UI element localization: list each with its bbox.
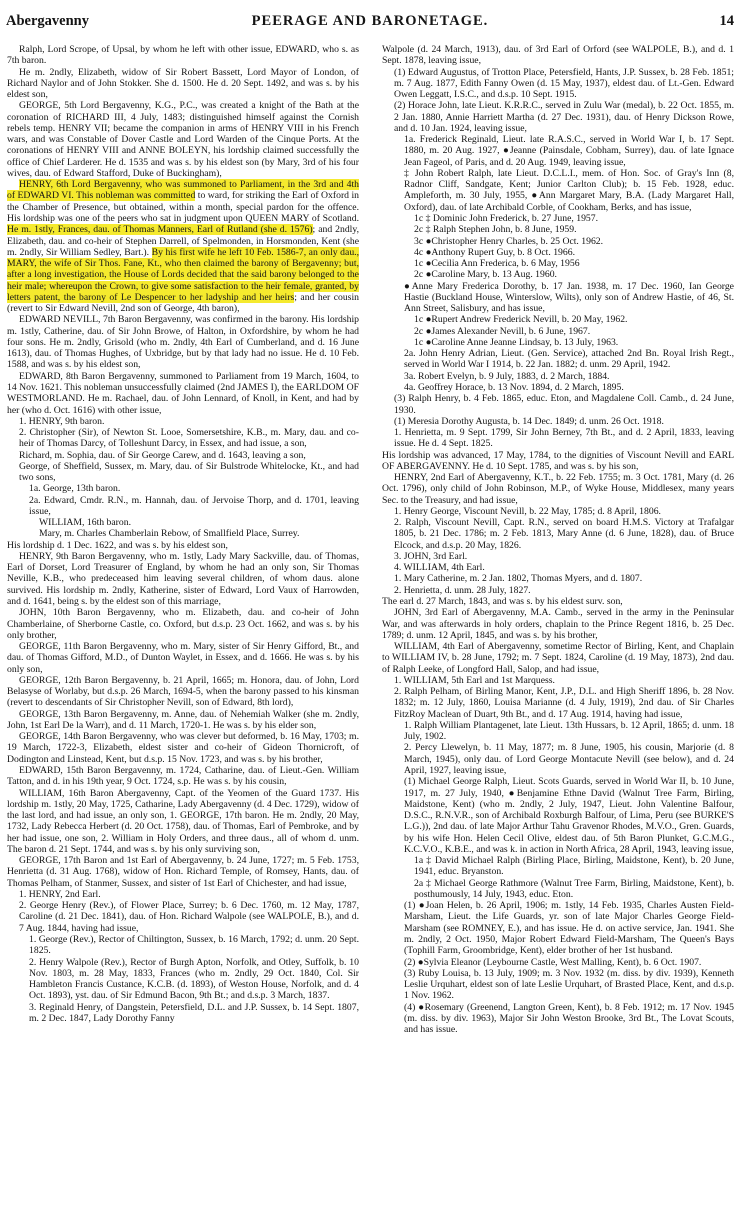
entry-paragraph: GEORGE, 11th Baron Bergavenny, who m. Mary, sister of Sir Henry Gifford, Bt., and dau. of Thomas Gifford, M.D., of Dunton Waylet, in Essex, and d. 1666. He was s. by his only son, — [7, 641, 359, 675]
entry-paragraph: HENRY, 6th Lord Bergavenny, who was summoned to Parliament, in the 3rd and 4th of EDWARD VI. This nobleman was committed to ward, for striking the Earl of Oxford in the Chamber of Presence, but obtained, within a month, special pardon for the offence. His lordship was one of the peers who sat in judgment upon QUEEN MARY of Scotland. He m. 1stly, Frances, dau. of Thomas Manners, Earl of Rutland (she d. 1576); and 2ndly, Elizabeth, dau. and co-heir of Stephen Darrell, of Spelmonden, in Horsmonden, Kent (she m. 2ndly, Sir William Sedley, Bart.). By his first wife he left 10 Feb. 1586-7, an only dau., MARY, the wife of Sir Thos. Fane, Kt., who then claimed the barony of Bergavenny; but, after a long investigation, the House of Lords decided that the said barony belonged to the heir male; whereupon the Crown, to give some satisfaction to the heir female, granted, by letters patent, the barony of Le Despencer to her ladyship and her heirs; and her cousin (revert to Sir Edward Nevill, 2nd son of George, 4th baron), — [7, 179, 360, 315]
entry-paragraph: (4) ●Rosemary (Greenend, Langton Green, Kent), b. 8 Feb. 1912; m. 17 Nov. 1945 (m. diss. by div. 1963), Major Sir John Weston Brooke, 3rd Bt., The Lovat Scouts, and has issue. — [404, 1001, 734, 1036]
entry-paragraph: (2) ●Sylvia Eleanor (Leybourne Castle, West Malling, Kent), b. 6 Oct. 1907. — [404, 956, 702, 968]
entry-paragraph: EDWARD, 8th Baron Bergavenny, summoned to Parliament from 19 March, 1604, to 14 Nov. 1621. This nobleman unsuccessfully claimed (2nd JAMES I), the EARLDOM OF WESTMORLAND. He m. Rachael, dau. of John Lennard, of Knoll, in Kent, and had by her (who d. Oct. 1616) with other issue, — [7, 370, 359, 416]
entry-paragraph: 4a. Geoffrey Horace, b. 13 Nov. 1894, d. 2 March, 1895. — [404, 381, 624, 393]
entry-paragraph: 1. Henrietta, m. 9 Sept. 1799, Sir John Berney, 7th Bt., and d. 2 April, 1833, leaving issue. He d. 4 Sept. 1825. — [394, 427, 734, 450]
entry-paragraph: 2. George Henry (Rev.), of Flower Place, Surrey; b. 6 Dec. 1760, m. 12 May, 1787, Caroline (d. 21 Dec. 1841), dau. of Hon. Richard Walpole (see WALPOLE, B.), and d. 7 Aug. 1844, having had issue, — [19, 900, 359, 934]
left-column — [7, 44, 359, 1024]
entry-paragraph: His lordship was advanced, 17 May, 1784, to the dignities of Viscount Nevill and EARL OF ABERGAVENNY. He d. 10 Sept. 1785, and was s. by his son, — [382, 449, 734, 472]
entry-paragraph: 3a. Robert Evelyn, b. 9 July, 1883, d. 2 March, 1884. — [404, 370, 610, 382]
entry-paragraph: 1c ●Caroline Anne Jeanne Lindsay, b. 13 July, 1963. — [414, 336, 619, 348]
highlighted-text: HENRY, 6th Lord Bergavenny, who was summoned to Parliament, in the 3rd and 4th of EDWARD VI. This nobleman was committed — [7, 179, 359, 202]
highlighted-text: He m. 1stly, Frances, dau. of Thomas Manners, Earl of Rutland (she d. 1576) — [7, 224, 313, 236]
entry-paragraph: The earl d. 27 March, 1843, and was s. by his eldest surv. son, — [382, 596, 623, 608]
entry-paragraph: 1. HENRY, 2nd Earl. — [19, 888, 101, 900]
entry-paragraph: JOHN, 10th Baron Bergavenny, who m. Elizabeth, dau. and co-heir of John Chamberlaine, of Sherborne Castle, co. Oxford, but d.s.p. 23 Oct. 1662, and was s. by his only brother, — [7, 607, 359, 641]
entry-paragraph: 1. Henry George, Viscount Nevill, b. 22 May, 1785; d. 8 April, 1806. — [394, 505, 661, 517]
entry-paragraph: 1. HENRY, 9th baron. — [19, 415, 105, 427]
entry-paragraph: (3) Ruby Louisa, b. 13 July, 1909; m. 3 Nov. 1932 (m. diss. by div. 1939), Kenneth Leslie Urquhart, eldest son of late Leslie Urquhart, of Brasted Place, Kent, and d.s.p. 1 Nov. 1962. — [404, 967, 734, 1002]
header-title-center: PEERAGE AND BARONETAGE. — [251, 13, 489, 29]
entry-paragraph: EDWARD, 15th Baron Bergavenny, m. 1724, Catharine, dau. of Lieut.-Gen. William Tatton, and d. in his 19th year, 9 Oct. 1724, s.p. He was s. by his cousin, — [7, 765, 359, 788]
entry-paragraph: He m. 2ndly, Elizabeth, widow of Sir Robert Bassett, Lord Mayor of London, of Richard Naylor and of John Stokker. She d. 1500. He d. 20 Sept. 1492, and was s. by his eldest son, — [7, 66, 359, 101]
entry-paragraph: Walpole (d. 24 March, 1913), dau. of 3rd Earl of Orford (see WALPOLE, B.), and d. 1 Sept. 1878, leaving issue, — [382, 44, 734, 67]
page-header — [6, 13, 734, 39]
entry-paragraph: Ralph, Lord Scrope, of Upsal, by whom he left with other issue, EDWARD, who s. as 7th baron. — [7, 44, 359, 67]
entry-paragraph: (3) Ralph Henry, b. 4 Feb. 1865, educ. Eton, and Magdalene Coll. Camb., d. 24 June, 1930. — [394, 393, 734, 416]
entry-paragraph: GEORGE, 12th Baron Bergavenny, b. 21 April, 1665; m. Honora, dau. of John, Lord Belasyse of Worlaby, but d.s.p. 26 March, 1694-5, when the barony passed to his kinsman (revert to descendants of Sir Christopher Nevill, son of Edward, 8th lord), — [7, 674, 359, 709]
entry-paragraph: 1a. Frederick Reginald, Lieut. late R.A.S.C., served in World War I, b. 17 Sept. 1880, m. 20 Aug. 1927, ●Jeanne (Painsdale, Cobham, Surrey), dau. of late Ignace Jean Fageol, of Paris, and d. 20 Aug. 1949, leaving issue, — [404, 134, 734, 168]
entry-paragraph: (1) Edward Augustus, of Trotton Place, Petersfield, Hants, J.P. Sussex, b. 28 Feb. 1851; m. 7 Aug. 1877, Edith Fanny Owen (d. 15 May, 1937), eldest dau. of Lt.-Gen. Edward Owen Leggatt, I.S.C., and d.s.p. 10 Sept. 1915. — [394, 66, 734, 101]
entry-paragraph: 1. Mary Catherine, m. 2 Jan. 1802, Thomas Myers, and d. 1807. — [394, 573, 643, 585]
entry-paragraph: GEORGE, 13th Baron Bergavenny, m. Anne, dau. of Nehemiah Walker (she m. 2ndly, John, 1st Earl De la Warr), and d. 11 March, 1720-1. He was s. by his elder son, — [7, 708, 359, 731]
entry-paragraph: (1) Michael George Ralph, Lieut. Scots Guards, served in World War II, b. 10 June, 1917, m. 27 July, 1940, ●Benjamine Ethne David (Walnut Tree Farm, Birling, Maidstone, Kent) (who m. 2ndly, 2 July, 1947, Lieut. John Valentine Balfour, D.S.C., R.N.V.R., son of Archibald Roxburgh Balfour, of Lima, Peru (see BURKE'S L.G.)), 2nd dau. of late Major Arthur Tahu Gravenor Rhodes, M.V.O., Gren. Guards, by his wife Hon. Helen Cecil Olive, eldest dau. of 5th Baron Plunket, G.C.M.G., K.C.V.O., K.B.E., and was k. in action in North Africa, 28 April, 1943, leaving issue, — [404, 776, 734, 855]
entry-paragraph: Richard, m. Sophia, dau. of Sir George Carew, and d. 1643, leaving a son, — [19, 449, 306, 461]
entry-paragraph: (1) ●Joan Helen, b. 26 April, 1906; m. 1stly, 14 Feb. 1935, Charles Austen Field-Marsham, Lieut. the Life Guards, yr. son of late Major Charles George Field-Marsham (see ROMNEY, E.), and has issue. He d. on active service, Jan. 1941. She m. 2ndly, 2 Oct. 1950, Major Robert Edward Field-Marsham, The Queen's Bays (Tophill Farm, Groombridge, Kent), elder brother of her 1st husband. — [404, 900, 734, 957]
entry-paragraph: 2. Percy Llewelyn, b. 11 May, 1877; m. 8 June, 1905, his cousin, Marjorie (d. 8 March, 1945), only dau. of Lord George Montacute Nevill (see below), and d. 24 April, 1927, leaving issue, — [404, 742, 734, 776]
entry-paragraph: 4. WILLIAM, 4th Earl. — [394, 562, 485, 574]
highlighted-text: By his first wife he left 10 Feb. 1586-7, an only dau., MARY, the wife of Sir Thos. Fane, Kt., who then claimed the barony of Bergavenny; but, after a long investigation, the House of Lords decided that the said barony belonged to the heir male; whereupon the Crown, to give some satisfaction to the heir female, granted, by letters patent, the barony of Le Despencer to her ladyship and her heirs — [7, 246, 360, 303]
entry-paragraph: 2a. Edward, Cmdr. R.N., m. Hannah, dau. of Jervoise Thorp, and d. 1701, leaving issue, — [29, 494, 359, 517]
entry-paragraph: GEORGE, 5th Lord Bergavenny, K.G., P.C., was created a knight of the Bath at the coronation of RICHARD III, 4 July, 1483; distinguished himself against the Cornish rebels temp. HENRY VII; became the companion in arms of HENRY VIII in his French wars, and was Constable of Dover Castle and Lord Warden of the Cinque Ports. At the coronations of HENRY VIII and ANNE BOLEYN, his lordship claimed successfully the office of Chief Larderer. He d. 1535 and was s. by his eldest son (by Mary, 3rd of his four wives, dau. of Edward Stafford, Duke of Buckingham), — [7, 100, 359, 179]
entry-paragraph: 1. WILLIAM, 5th Earl and 1st Marquess. — [394, 674, 555, 686]
entry-paragraph: 2a ‡ Michael George Rathmore (Walnut Tree Farm, Birling, Maidstone, Kent), b. posthumously, 14 July, 1943, educ. Eton. — [414, 877, 734, 900]
entry-paragraph: 2c ●James Alexander Nevill, b. 6 June, 1967. — [414, 325, 591, 337]
page-number: 14 — [719, 13, 734, 29]
entry-paragraph: JOHN, 3rd Earl of Abergavenny, M.A. Camb., served in the army in the Peninsular War, and was afterwards in holy orders, chaplain to the Prince Regent 1816, b. 25 Dec. 1789; d. unm. 12 April, 1845, and was s. by his brother, — [382, 607, 734, 641]
entry-paragraph: WILLIAM, 16th baron. — [39, 517, 132, 529]
entry-paragraph: 2. Henry Walpole (Rev.), Rector of Burgh Apton, Norfolk, and Otley, Suffolk, b. 10 Nov. 1803, m. 28 May, 1833, Frances (who m. 2ndly, 29 Oct. 1840, Col. Sir Hambleton Francis Custance, K.C.B. (d. 1893), of Weston House, Norfolk, and d. 4 Oct. 1893), yst. dau. of Sir Edmund Bacon, 9th Bt.; and d.s.p. 3 March, 1837. — [29, 956, 359, 1002]
entry-paragraph: 1. George (Rev.), Rector of Chiltington, Sussex, b. 16 March, 1792; d. unm. 20 Sept. 1825. — [29, 933, 359, 957]
entry-paragraph: GEORGE, 14th Baron Bergavenny, who was clever but deformed, b. 16 May, 1703; m. 19 March, 1722-3, Elizabeth, eldest sister and co-heir of Gideon Thornicroft, of Dodington and Linstead, Kent, but d.s.p. 15 Nov. 1723, and was s. by his brother, — [7, 731, 359, 765]
entry-paragraph: WILLIAM, 16th Baron Abergavenny, Capt. of the Yeomen of the Guard 1737. His lordship m. 1stly, 20 May, 1725, Catharine, Lady Abergavenny (d. 4 Dec. 1729), widow of the last lord, and had issue, an only son, 1. GEORGE, 17th baron. He m. 2ndly, 20 May, 1732, Lady Rebecca Herbert (d. 20 Oct. 1758), dau. of Thomas, Earl of Pembroke, and by her had issue, one son, 2. William in Holy Orders, and three daus., all of whom d. unm. The baron d. 21 Sept. 1744, and was s. by his only surviving son, — [7, 787, 359, 855]
entry-paragraph: 4c ●Anthony Rupert Guy, b. 8 Oct. 1966. — [414, 246, 576, 258]
header-title-left: Abergavenny — [6, 13, 89, 29]
entry-paragraph: 2c ●Caroline Mary, b. 13 Aug. 1960. — [414, 269, 557, 281]
entry-paragraph: GEORGE, 17th Baron and 1st Earl of Abergavenny, b. 24 June, 1727; m. 5 Feb. 1753, Henrietta (d. 31 Aug. 1768), widow of Hon. Richard Temple, of Romsey, Hants, dau. of Thomas Pelham, of Stanmer, Sussex, and sister of 1st Earl of Chichester, and had issue, — [7, 855, 359, 889]
entry-paragraph: 3. Reginald Henry, of Dangstein, Petersfield, D.L. and J.P. Sussex, b. 14 Sept. 1807, m. 2 Dec. 1847, Lady Dorothy Fanny — [29, 1001, 359, 1024]
entry-paragraph: 3. JOHN, 3rd Earl. — [394, 550, 468, 562]
entry-paragraph: 2c ‡ Ralph Stephen John, b. 8 June, 1959. — [414, 224, 577, 236]
entry-paragraph: WILLIAM, 4th Earl of Abergavenny, sometime Rector of Birling, Kent, and Chaplain to WILLIAM IV, b. 28 June, 1792; m. 7 Sept. 1824, Caroline (d. 19 May, 1873), 2nd dau. of Ralph Leeke, of Longford Hall, Salop, and had issue, — [382, 641, 734, 675]
entry-paragraph: HENRY, 9th Baron Bergavenny, who m. 1stly, Lady Mary Sackville, dau. of Thomas, Earl of Dorset, Lord Treasurer of England, by whom he had an only son, Sir Thomas Neville, K.B., who predeceased him leaving several children, of whom daus. alone survived. His lordship m. 2ndly, Katherine, sister of Edward, Lord Vaux of Harrowden, and d. 1641, being s. by the eldest son of this marriage, — [7, 550, 359, 608]
entry-paragraph: 1c ‡ Dominic John Frederick, b. 27 June, 1957. — [414, 212, 599, 224]
right-column — [382, 44, 734, 1035]
entry-paragraph: ●Anne Mary Frederica Dorothy, b. 17 Jan. 1938, m. 17 Dec. 1960, Ian George Hastie (Buckland House, Winterslow, Wilts), only son of Andrew Hastie, of 46, St. Ann Street, Salisbury, and has issue, — [404, 280, 734, 315]
entry-paragraph: 1. Ralph William Plantagenet, late Lieut. 13th Hussars, b. 12 April, 1865; d. unm. 18 July, 1902. — [404, 719, 734, 743]
entry-paragraph: His lordship d. 1 Dec. 1622, and was s. by his eldest son, — [7, 539, 228, 551]
entry-paragraph: 2a. John Henry Adrian, Lieut. (Gen. Service), attached 2nd Bn. Royal Irish Regt., served in World War I 1914, b. 22 Jan. 1882; d. unm. 29 April, 1942. — [404, 348, 734, 371]
entry-paragraph: HENRY, 2nd Earl of Abergavenny, K.T., b. 22 Feb. 1755; m. 3 Oct. 1781, Mary (d. 26 Oct. 1796), only child of John Robinson, M.P., of Wyke House, Middlesex, many years Sec. to the Treasury, and had issue, — [382, 472, 734, 506]
entry-paragraph: Mary, m. Charles Chamberlain Rebow, of Smallfield Place, Surrey. — [39, 528, 300, 540]
entry-paragraph: ‡ John Robert Ralph, late Lieut. D.C.L.I., mem. of Hon. Soc. of Gray's Inn (8, Radnor Cliff, Sandgate, Kent; Junior Carlton Club); b. 15 Feb. 1928, educ. Ampleforth, m. 30 July, 1955, ●Ann Margaret Mary, B.A. (Lady Margaret Hall, Oxford), dau. of late Archibald Corble, of Cookham, Berks, and has issue, — [404, 167, 734, 213]
entry-paragraph: (1) Meresia Dorothy Augusta, b. 14 Dec. 1849; d. unm. 26 Oct. 1918. — [394, 415, 664, 427]
entry-paragraph: 2. Henrietta, d. unm. 28 July, 1827. — [394, 584, 531, 596]
entry-paragraph: 2. Ralph, Viscount Nevill, Capt. R.N., served on board H.M.S. Victory at Trafalgar 1805, b. 21 Dec. 1786; m. 2 Feb. 1813, Mary Anne (d. 6 June, 1828), dau. of Bruce Elcock, and d.s.p. 20 May, 1826. — [394, 517, 734, 551]
entry-paragraph: 2. Christopher (Sir), of Newton St. Looe, Somersetshire, K.B., m. Mary, dau. and co-heir of Thomas Darcy, of Tolleshunt Darcy, in Essex, and had issue, a son, — [19, 427, 359, 450]
entry-paragraph: George, of Sheffield, Sussex, m. Mary, dau. of Sir Bulstrode Whitelocke, Kt., and had two sons, — [19, 460, 359, 484]
entry-paragraph: 1a. George, 13th baron. — [29, 483, 121, 495]
entry-paragraph: 3c ●Christopher Henry Charles, b. 25 Oct. 1962. — [414, 235, 604, 247]
entry-paragraph: (2) Horace John, late Lieut. K.R.R.C., served in Zulu War (medal), b. 22 Oct. 1855, m. 2 Jan. 1880, Annie Harriett Martha (d. 27 Dec. 1931), dau. of Henry Dickson Rowe, and d. 10 Jan. 1924, leaving issue, — [394, 100, 734, 134]
entry-paragraph: 1a ‡ David Michael Ralph (Birling Place, Birling, Maidstone, Kent), b. 20 June, 1941, educ. Bryanston. — [414, 855, 734, 878]
entry-paragraph: EDWARD NEVILL, 7th Baron Bergavenny, was confirmed in the barony. His lordship m. 1stly, Catherine, dau. of Sir John Browe, of Halton, in Oxfordshire, by whom he had four sons. He m. 2ndly, Grisold (who m. 2ndly, 4th Earl of Cumberland, and d. 16 June 1613), dau. of Thomas Hughes, of Uxbridge, but by that lady had no issue. He d. 10 Feb. 1588, and was s. by his eldest son, — [7, 314, 359, 371]
entry-paragraph: 1c ●Cecilia Ann Frederica, b. 6 May, 1956 — [414, 258, 580, 270]
entry-paragraph: 2. Ralph Pelham, of Birling Manor, Kent, J.P., D.L. and High Sheriff 1896, b. 28 Nov. 1832; m. 12 July, 1860, Louisa Marianne (d. 4 July, 1919), 2nd dau. of Sir Charles FitzRoy Maclean of Duart, 9th Bt., and d. 17 Aug. 1914, having had issue, — [394, 686, 734, 720]
entry-paragraph: 1c ●Rupert Andrew Frederick Nevill, b. 20 May, 1962. — [414, 314, 628, 326]
